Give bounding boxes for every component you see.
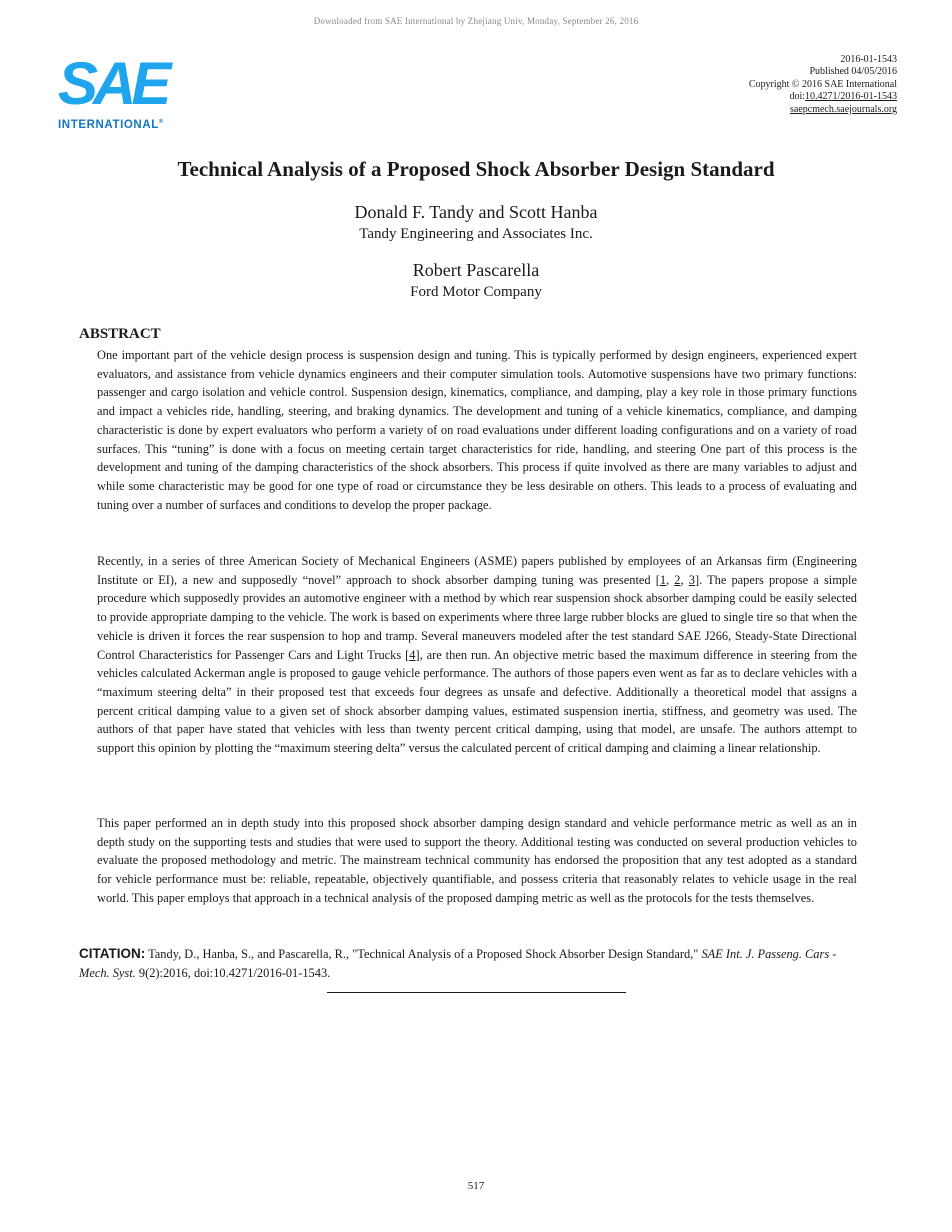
download-banner: Downloaded from SAE International by Zhejiang Univ, Monday, September 26, 2016 xyxy=(313,16,639,26)
published-date: Published 04/05/2016 xyxy=(809,66,897,78)
affiliation-primary: Tandy Engineering and Associates Inc. xyxy=(359,226,593,242)
copyright: Copyright © 2016 SAE International xyxy=(748,78,897,90)
journal-link[interactable]: saepcmech.saejournals.org xyxy=(790,103,897,115)
paper-number: 2016-01-1543 xyxy=(840,54,897,65)
reference-link-4[interactable]: 4 xyxy=(409,647,416,662)
reference-link-1[interactable]: 1 xyxy=(659,572,667,587)
citation-label: CITATION: xyxy=(79,946,146,961)
logo-letters: SAE xyxy=(58,50,167,117)
authors-secondary: Robert Pascarella xyxy=(412,260,540,280)
reference-link-3[interactable]: 3 xyxy=(688,572,695,587)
sae-international-logo xyxy=(58,50,183,136)
paper-metadata xyxy=(749,54,897,116)
abstract-paragraph-1: One important part of the vehicle design process is suspension design and tuning. This is typically performed by design engineers, experienced expert evaluators, and assistance from vehicle dynamics engineers and their computer simulation tools. Automotive suspensions have two primary functions: passenger and cargo isolation and vehicle control. Suspension design, kinematics, compliance, and damping, play a key role in those primary functions and impact a vehicles ride, handling, steering, and braking dynamics. The development and tuning of a vehicle kinematics, compliance, and damping characteristic is done by expert evaluators who perform a variety of on road evaluations under different loading configurations and on a variety of road surfaces. This “tuning” is done with a focus on meeting certain target characteristics for ride, handling, and steering One part of this process is the development and tuning of the damping characteristics of the shock absorbers. This process if quite involved as there are many variables to adjust and while some characteristic may be good for one type of road or circumstance they be less desirable on others. This leads to a process of evaluating and tuning over a number of surfaces and conditions to develop the proper package. xyxy=(97,348,857,512)
abstract-heading: ABSTRACT xyxy=(79,326,161,342)
doi-link[interactable]: 10.4271/2016-01-1543 xyxy=(805,91,897,103)
authors-primary: Donald F. Tandy and Scott Hanba xyxy=(354,202,598,222)
citation: CITATION: Tandy, D., Hanba, S., and Pascarella, R., "Technical Analysis of a Proposed Shock Absorber Design Standard," SAE Int. J. Passeng. Cars - Mech. Syst. 9(2):2016, doi:10.4271/2016-01-1543. xyxy=(79,946,837,980)
paper-title: Technical Analysis of a Proposed Shock Absorber Design Standard xyxy=(177,157,775,181)
affiliation-secondary: Ford Motor Company xyxy=(410,284,542,300)
citation-journal: SAE Int. J. Passeng. Cars - Mech. Syst. xyxy=(79,947,837,980)
abstract-paragraph-2: Recently, in a series of three American Society of Mechanical Engineers (ASME) papers published by employees of an Arkansas firm (Engineering Institute or EI), a new and supposedly “novel” approach to shock absorber damping tuning was presented [1, 2, 3]. The papers propose a simple procedure which supposedly provides an automotive engineer with a method by which rear suspension shock absorber damping could be easily selected to provide appropriate damping to the vehicle. The work is based on experiments where three large rubber blocks are glued to single tire so that when the vehicle is driven it forces the rear suspension to hop and tramp. Several maneuvers modeled after the test standard SAE J266, Steady-State Directional Control Characteristics for Passenger Cars and Light Trucks [4], are then run. An objective metric based the maximum difference in steering from the vehicles calculated Ackerman angle is proposed to gauge vehicle performance. The authors of those papers even went as far as to declare vehicles with a “maximum steering delta” in their proposed test that exceeds four degrees as unsafe and defective. Additionally a theoretical model that assigns a percent critical damping value to a given set of shock absorber damping values, estimated suspension inertia, stiffness, and geometry was used. The authors of that paper have stated that vehicles with less than twenty percent critical damping, using that model, are unsafe. The authors attempt to support this opinion by plotting the “maximum steering delta” versus the calculated percent of critical damping and claiming a linear relationship. xyxy=(97,554,857,756)
abstract-paragraph-3: This paper performed an in depth study into this proposed shock absorber damping design standard and vehicle performance metric as well as an in depth study on the supporting tests and studies that were used to support the theory. Additional testing was conducted on several production vehicles to evaluate the proposed methodology and metric. The mainstream technical community has endorsed the proposition that any test adopted as a standard for vehicle performance must be: reliable, repeatable, objectively quantifiable, and possess criteria that reasonably relates to vehicle usage in the real world. This paper employs that approach in a technical analysis of the proposed damping metric as well as the protocols for the tests themselves. xyxy=(97,816,857,905)
reference-link-2[interactable]: 2 xyxy=(674,572,681,587)
doi-line: doi:10.4271/2016-01-1543 xyxy=(789,91,897,103)
page-number: 517 xyxy=(467,1180,485,1192)
logo-subtitle: INTERNATIONAL® xyxy=(58,119,164,131)
divider-rule xyxy=(327,992,626,993)
